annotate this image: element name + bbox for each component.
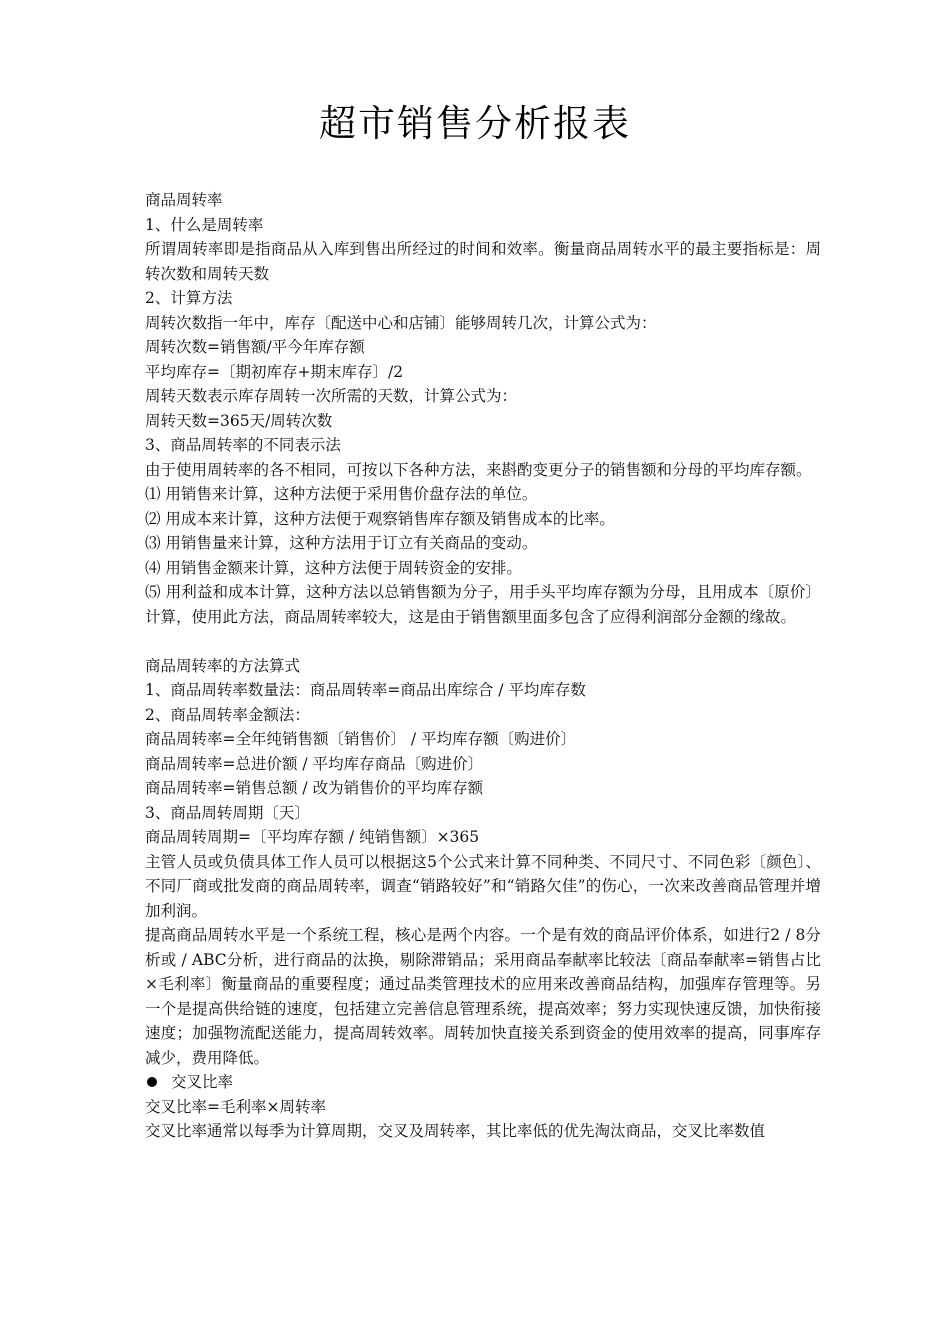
paragraph-turnover-days-definition: 周转天数表示库存周转一次所需的天数，计算公式为：: [145, 387, 518, 405]
document-body: [145, 188, 821, 1144]
formula-turnover-days: 周转天数=365天/周转次数: [145, 411, 333, 430]
list-item-5: ⑸ 用利益和成本计算，这种方法以总销售额为分子，用手头平均库存额为分母，且用成本〔原价〕计算，使用此方法，商品周转率较大，这是由于销售额里面多包含了应得利润部分金额的缘故。: [145, 583, 821, 626]
list-item-1: ⑴ 用销售来计算，这种方法便于采用售价盘存法的单位。: [145, 485, 538, 503]
list-item-4: ⑷ 用销售金额来计算，这种方法便于周转资金的安排。: [145, 558, 522, 577]
formula-amount-3: 商品周转率=销售总额 / 改为销售价的平均库存额: [145, 779, 484, 797]
bullet-heading-label: 交叉比率: [171, 1073, 234, 1091]
bullet-heading-cross-ratio: [145, 1070, 821, 1095]
paragraph-turnover-count-definition: 周转次数指一年中，库存〔配送中心和店铺〕能够周转几次，计算公式为：: [145, 313, 657, 332]
formula-average-inventory: 平均库存=〔期初库存+期末库存〕/2: [145, 362, 404, 381]
section-heading-turnover-rate: 商品周转率: [145, 191, 223, 209]
paragraph-cross-ratio: 交叉比率通常以每季为计算周期，交叉及周转率，其比率低的优先淘汰商品，交叉比率数值: [145, 1122, 766, 1140]
formula-quantity-method: 1、商品周转率数量法：商品周转率=商品出库综合 / 平均库存数: [145, 681, 586, 699]
filled-circle-bullet-icon: [147, 1077, 157, 1087]
formula-turnover-period: 商品周转周期=〔平均库存额 / 纯销售额〕×365: [145, 828, 480, 846]
paragraph-improvement: 提高商品周转水平是一个系统工程，核心是两个内容。一个是有效的商品评价体系，如进行2 / 8分析或 / ABC分析，进行商品的汰换，剔除滞销品；采用商品奉献率比较法〔商品奉献率=销售占比×毛利率〕衡量商品的重要程度；通过品类管理技术的应用来改善商品结构，加强库存管理等。另一个是提高供给链的速度，包括建立完善信息管理系统，提高效率；努力实现快速反馈，加快衔接速度；加强物流配送能力，提高周转效率。周转加快直接关系到资金的使用效率的提高，同事库存减少，费用降低。: [145, 926, 821, 1067]
subheading-turnover-period: 3、商品周转周期〔天〕: [145, 803, 310, 822]
formula-turnover-count: 周转次数=销售额/平今年库存额: [145, 338, 365, 356]
subheading-amount-method: 2、商品周转率金额法：: [145, 705, 310, 724]
paragraph-definition: 所谓周转率即是指商品从入库到售出所经过的时间和效率。衡量商品周转水平的最主要指标是：周转次数和周转天数: [145, 240, 821, 283]
blank-line: [145, 629, 821, 654]
list-item-3: ⑶ 用销售量来计算，这种方法用于订立有关商品的变动。: [145, 534, 538, 552]
formula-cross-ratio: 交叉比率=毛利率×周转率: [145, 1097, 326, 1116]
paragraph-different-methods: 由于使用周转率的各不相同，可按以下各种方法，来斟酌变更分子的销售额和分母的平均库存额。: [145, 460, 812, 479]
formula-amount-1: 商品周转率=全年纯销售额〔销售价〕 / 平均库存额〔购进价〕: [145, 730, 577, 748]
paragraph-managers: 主管人员或负债具体工作人员可以根据这5个公式来计算不同种类、不同尺寸、不同色彩〔颜色〕、不同厂商或批发商的商品周转率，调查“销路较好”和“销路欠佳”的伤心，一次来改善商品管理并增加利润。: [145, 852, 821, 920]
subheading-different-expressions: 3、商品周转率的不同表示法: [145, 436, 341, 454]
formula-amount-2: 商品周转率=总进价额 / 平均库存商品〔购进价〕: [145, 754, 484, 773]
list-item-2: ⑵ 用成本来计算，这种方法便于观察销售库存额及销售成本的比率。: [145, 509, 615, 528]
subheading-what-is-turnover: 1、什么是周转率: [145, 215, 264, 234]
section-heading-formulas: 商品周转率的方法算式: [145, 656, 301, 675]
subheading-calculation-method: 2、计算方法: [145, 289, 233, 307]
document-title: 超市销售分析报表: [319, 102, 631, 145]
